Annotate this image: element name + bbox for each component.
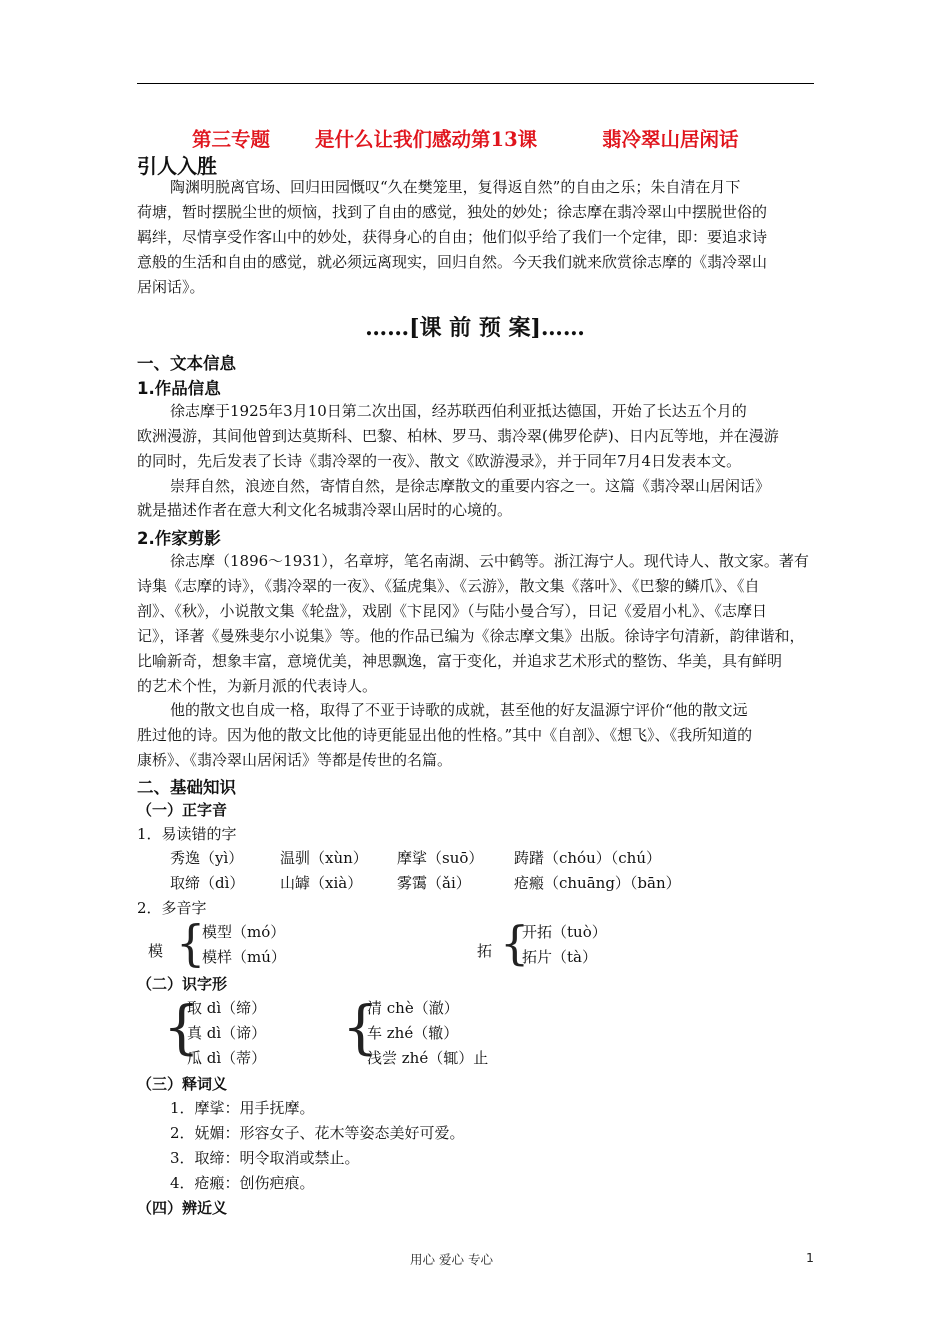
- polyphone-item: 模样（mú）: [202, 948, 286, 966]
- section1-heading: 一、文本信息: [137, 354, 236, 373]
- pron-item: 疮瘢（chuāng）（bān）: [514, 874, 681, 892]
- author-line: 比喻新奇，想象丰富，意境优美，神思飘逸，富于变化，并追求艺术形式的整饬、华美，具有鲜明: [137, 652, 783, 670]
- left-brace: {: [176, 914, 206, 972]
- left-brace: {: [163, 993, 200, 1061]
- misread-label: 1．易读错的字: [137, 825, 237, 843]
- title-topic: 第三专题: [192, 128, 271, 151]
- polyphone-label: 2．多音字: [137, 899, 207, 917]
- intro-line: 羁绊，尽情享受作客山中的妙处，获得身心的自由；他们似乎给了我们一个定律，即：要追求诗: [137, 228, 768, 246]
- intro-line: 荷塘，暂时摆脱尘世的烦恼，找到了自由的感觉，独处的妙处；徐志摩在翡冷翠山中摆脱世俗的: [137, 203, 768, 221]
- section2-heading: 二、基础知识: [137, 778, 236, 797]
- polyphone-char-tuo: 拓: [477, 942, 493, 960]
- left-brace: {: [500, 916, 530, 970]
- glyph-item: 清 chè（澈）: [367, 999, 459, 1017]
- author-line: 记》，译著《曼殊斐尔小说集》等。他的作品已编为《徐志摩文集》出版。徐诗字句清新，韵律谐和，: [137, 627, 805, 645]
- polyphone-char-mo: 模: [148, 942, 164, 960]
- meaning-item: 1．摩挲：用手抚摩。: [170, 1099, 315, 1117]
- intro-line: 意般的生活和自由的感觉，就必须远离现实，回归自然。今天我们就来欣赏徐志摩的《翡冷翠山: [137, 253, 768, 271]
- pron-item: 秀逸（yì）: [170, 849, 244, 867]
- glyph-item: 取 dì（缔）: [187, 999, 267, 1017]
- left-brace: {: [342, 993, 379, 1061]
- work-info-line: 欧洲漫游，其间他曾到达莫斯科、巴黎、柏林、罗马、翡冷翠(佛罗伦萨)、日内瓦等地，并在漫游: [137, 427, 779, 445]
- pron-item: 温驯（xùn）: [280, 849, 368, 867]
- title-essay: 翡冷翠山居闲话: [602, 128, 739, 151]
- intro-line: 居闲话》。: [137, 278, 205, 296]
- intro-line: 陶渊明脱离官场、回归田园慨叹“久在樊笼里，复得返自然”的自由之乐；朱自清在月下: [170, 178, 741, 196]
- work-info-line: 就是描述作者在意大利文化名城翡冷翠山居时的心境的。: [137, 501, 513, 519]
- meaning-item: 3．取缔：明令取消或禁止。: [170, 1149, 360, 1167]
- meaning-heading: （三）释词义: [137, 1075, 228, 1093]
- meaning-item: 2．妩媚：形容女子、花木等姿态美好可爱。: [170, 1124, 465, 1142]
- author-line: 他的散文也自成一格，取得了不亚于诗歌的成就，甚至他的好友温源宁评价“他的散文远: [170, 701, 748, 719]
- polyphone-item: 拓片（tà）: [522, 948, 597, 966]
- pronunciation-heading: （一）正字音: [137, 801, 228, 819]
- header-rule: [137, 83, 814, 84]
- synonym-heading: （四）辨近义: [137, 1199, 228, 1217]
- author-profile-heading: 2.作家剪影: [137, 529, 221, 548]
- footer-motto: 用心 爱心 专心: [410, 1252, 493, 1267]
- glyph-item: 真 dì（谛）: [187, 1024, 267, 1042]
- author-line: 胜过他的诗。因为他的散文比他的诗更能显出他的性格。”其中《自剖》、《想飞》、《我所知道的: [137, 726, 753, 744]
- pron-item: 摩挲（suō）: [397, 849, 484, 867]
- author-line: 徐志摩（1896～1931），名章垿，笔名南湖、云中鹤等。浙江海宁人。现代诗人、散文家。著有: [170, 552, 809, 570]
- glyph-item: 车 zhé（辙）: [367, 1024, 459, 1042]
- work-info-heading: 1.作品信息: [137, 379, 221, 398]
- author-line: 的艺术个性，为新月派的代表诗人。: [137, 677, 378, 695]
- glyph-heading: （二）识字形: [137, 975, 228, 993]
- author-line: 康桥》、《翡冷翠山居闲话》等都是传世的名篇。: [137, 751, 453, 769]
- glyph-item: 瓜 dì（蒂）: [187, 1049, 267, 1067]
- pron-item: 雾霭（ǎi）: [397, 874, 471, 892]
- intro-heading: 引人入胜: [137, 154, 217, 178]
- title-lesson: 是什么让我们感动第13课: [315, 128, 538, 151]
- pron-item: 山罅（xià）: [280, 874, 363, 892]
- meaning-item: 4．疮瘢：创伤疤痕。: [170, 1174, 315, 1192]
- work-info-line: 崇拜自然，浪迹自然，寄情自然，是徐志摩散文的重要内容之一。这篇《翡冷翠山居闲话》: [170, 477, 771, 495]
- pron-item: 取缔（dì）: [170, 874, 245, 892]
- polyphone-item: 开拓（tuò）: [522, 923, 607, 941]
- preview-banner: ……[课 前 预 案]……: [365, 315, 585, 341]
- work-info-line: 徐志摩于1925年3月10日第二次出国，经苏联西伯利亚抵达德国，开始了长达五个月的: [170, 402, 747, 420]
- author-line: 诗集《志摩的诗》，《翡冷翠的一夜》、《猛虎集》、《云游》，散文集《落叶》、《巴黎的鳞爪》、《自: [137, 577, 760, 595]
- polyphone-item: 模型（mó）: [202, 923, 286, 941]
- pron-item: 踌躇（chóu）（chú）: [514, 849, 661, 867]
- author-line: 剖》、《秋》，小说散文集《轮盘》，戏剧《卞昆冈》（与陆小曼合写），日记《爱眉小札》、《志摩日: [137, 602, 768, 620]
- work-info-line: 的同时，先后发表了长诗《翡冷翠的一夜》、散文《欧游漫录》，并于同年7月4日发表本文。: [137, 452, 742, 470]
- page-number: 1: [806, 1250, 814, 1265]
- glyph-item: 浅尝 zhé（辄）止: [367, 1049, 489, 1067]
